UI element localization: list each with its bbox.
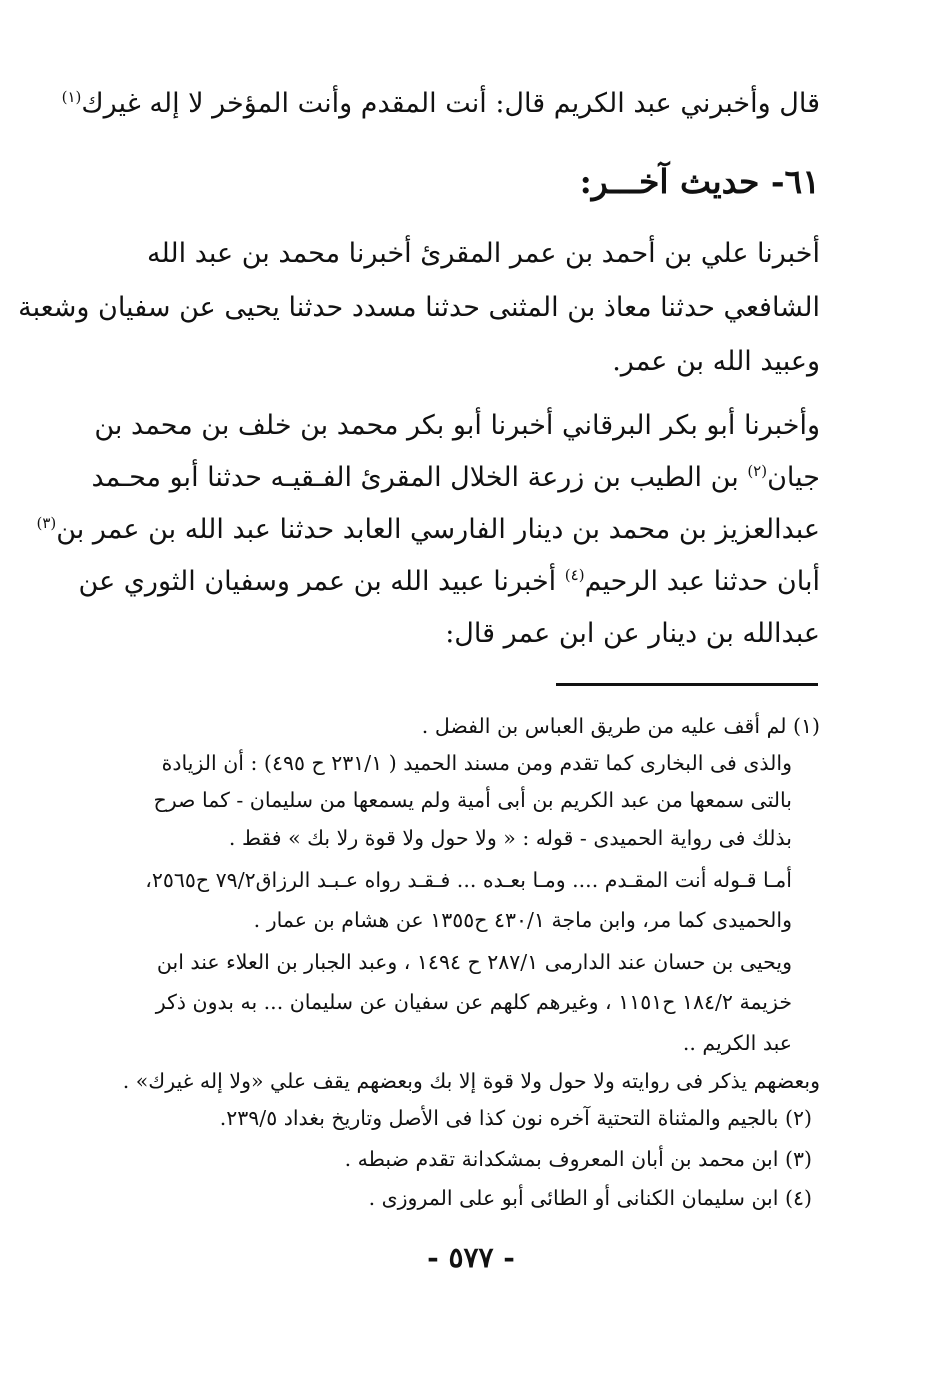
footnote-1-line-7: ويحيى بن حسان عند الدارمى ٢٨٧/١ ح ١٤٩٤ ، وعبد الجبار بن العلاء عند ابن [156,950,792,974]
paragraph-2-line-2-start: جيان [767,462,820,493]
paragraph-2-line-2 [91,462,820,493]
paragraph-2-line-4 [79,566,820,597]
paragraph-2-line-2-end: بن الطيب بن زرعة الخلال المقرئ الفـقيـه حدثنا أبو محـمد [91,462,739,493]
paragraph-1-line-2: الشافعي حدثنا معاذ بن المثنى حدثنا مسدد حدثنا يحيى عن سفيان وشعبة [18,292,820,323]
footnote-ref-1: (١) [61,88,82,106]
footnote-ref-4: (٤) [564,566,585,584]
paragraph-1-line-3: وعبيد الله بن عمر. [612,346,820,377]
footnote-ref-2: (٢) [747,462,768,480]
footnote-1-line-1: (١) لم أقف عليه من طريق العباس بن الفضل . [421,714,820,738]
footnote-1-line-4: بذلك فى رواية الحميدى - قوله : « ولا حول ولا قوة رلا بك » فقط . [228,826,792,850]
paragraph-2-line-4-end: أخبرنا عبيد الله بن عمر وسفيان الثوري عن [78,566,557,597]
footnote-1-line-5: أمـا قـوله أنت المقـدم .... ومـا بعـده ... فـقـد رواه عـبـد الرزاق٧٩/٢ ح٢٥٦٥، [145,868,792,892]
paragraph-2-line-4-start: أبان حدثنا عبد الرحيم [584,566,820,597]
opening-line-text: قال وأخبرني عبد الكريم قال: أنت المقدم وأنت المؤخر لا إله غيرك [81,88,820,119]
paragraph-1-line-1: أخبرنا علي بن أحمد بن عمر المقرئ أخبرنا محمد بن عبد الله [147,238,820,269]
paragraph-2-line-5: عبدالله بن دينار عن ابن عمر قال: [445,618,820,649]
footnote-2: (٢) بالجيم والمثناة التحتية آخره نون كذا فى الأصل وتاريخ بغداد ٢٣٩/٥. [219,1106,812,1130]
footnote-1-line-10: وبعضهم يذكر فى روايته ولا حول ولا قوة إلا بك وبعضهم يقف علي «ولا إله غيرك» . [122,1069,820,1093]
page-number: - ٥٧٧ - [427,1241,515,1274]
paragraph-2-line-3-text: عبدالعزيز بن محمد بن دينار الفارسي العابد حدثنا عبد الله بن عمر بن [56,514,820,545]
paragraph-2-line-3 [36,514,820,545]
footnote-1-line-3: بالتى سمعها من عبد الكريم بن أبى أمية ولم يسمعها من سليمان - كما صرح [153,788,792,812]
footnote-1-line-2: والذى فى البخارى كما تقدم ومن مسند الحميد ( ٢٣١/١ ح ٤٩٥) : أن الزيادة [161,751,792,775]
footnote-1-line-9: عبد الكريم .. [682,1031,792,1055]
footnote-separator [556,683,818,686]
footnote-3: (٣) ابن محمد بن أبان المعروف بمشكدانة تقدم ضبطه . [344,1147,812,1171]
footnote-ref-3: (٣) [36,514,57,532]
footnote-1-line-6: والحميدى كما مر، وابن ماجة ٤٣٠/١ ح١٣٥٥ عن هشام بن عمار . [253,908,792,932]
paragraph-2-line-1: وأخبرنا أبو بكر البرقاني أخبرنا أبو بكر محمد بن خلف بن محمد بن [94,410,820,441]
hadith-heading: ٦١- حديث آخـــر: [579,162,820,201]
opening-line [62,88,820,119]
footnote-4: (٤) ابن سليمان الكنانى أو الطائى أبو على المروزى . [368,1186,812,1210]
footnote-1-line-8: خزيمة ١٨٤/٢ ح١١٥١ ، وغيرهم كلهم عن سفيان عن سليمان ... به بدون ذكر [155,990,792,1014]
